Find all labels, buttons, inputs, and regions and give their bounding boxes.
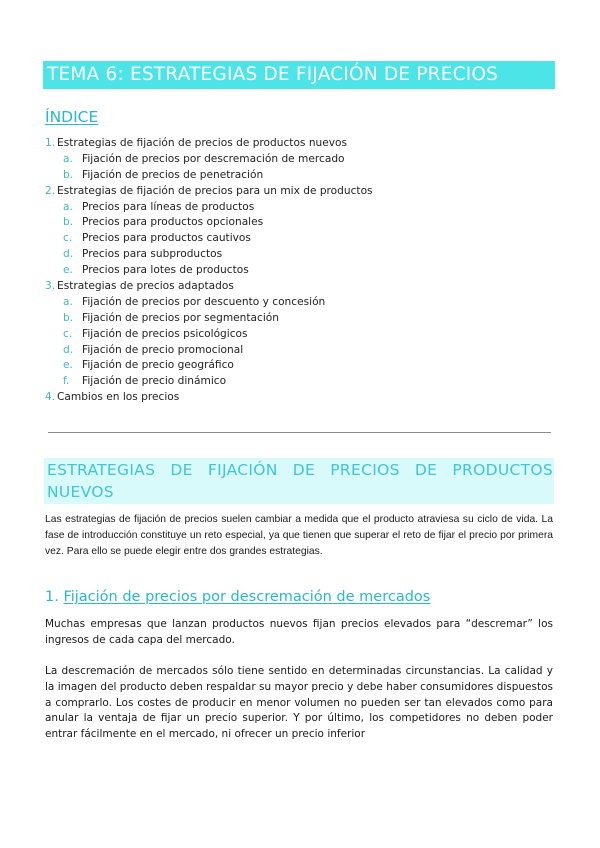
- toc-item-number: c.: [63, 327, 73, 340]
- toc-item-label: Precios para subproductos: [82, 248, 223, 261]
- toc-item-number: b.: [63, 168, 74, 181]
- toc-item-number: b.: [63, 311, 74, 324]
- toc-item-number: a.: [63, 295, 73, 308]
- toc-item-label: Fijación de precios de penetración: [82, 168, 264, 181]
- toc-item-label: Fijación de precios por descremación de mercado: [82, 152, 345, 165]
- index-heading: ÍNDICE: [45, 108, 99, 126]
- toc-item: [45, 247, 565, 263]
- toc-item: [45, 168, 565, 184]
- toc-item: [45, 200, 565, 216]
- divider: [48, 432, 551, 433]
- toc-item: [45, 263, 565, 279]
- toc-item-number: f.: [63, 375, 70, 388]
- subsection-paragraph: La descremación de mercados sólo tiene sentido en determinadas circunstancias. La calidad y la imagen del producto deben respaldar su mayor precio y debe haber consumidores dispuestos a comprarlo. Los costes de producir en menor volumen no pueden ser tan elevados como para anular la ventaja de fijar un precio superior. Y por último, los competidores no deben poder entrar fácilmente en el mercado, ni ofrecer un precio inferior: [45, 665, 553, 741]
- toc-item-label: Precios para productos cautivos: [82, 232, 251, 245]
- toc-item: [45, 343, 565, 359]
- toc-item-label: Fijación de precios por segmentación: [82, 311, 279, 324]
- toc-item: [45, 215, 565, 231]
- toc-item-label: Estrategias de fijación de precios para un mix de productos: [57, 184, 373, 197]
- toc-item-number: a.: [63, 152, 73, 165]
- toc-item-label: Cambios en los precios: [57, 391, 180, 404]
- toc-item: [45, 311, 565, 327]
- section-intro-paragraph: Las estrategias de fijación de precios suelen cambiar a medida que el producto atraviesa su ciclo de vida. La fase de introducción constituye un reto especial, ya que tienen que superar el reto de fijar el precio por primera vez. Para ello se puede elegir entre dos grandes estrategias.: [45, 514, 553, 557]
- toc-item: [45, 390, 565, 406]
- toc-item-label: Fijación de precio promocional: [82, 343, 244, 356]
- toc-item-number: c.: [63, 232, 73, 245]
- subsection-heading: [45, 589, 430, 605]
- page-title: TEMA 6: ESTRATEGIAS DE FIJACIÓN DE PRECIOS: [43, 61, 555, 89]
- toc-item-number: e.: [63, 359, 73, 372]
- toc-item-number: d.: [63, 248, 74, 261]
- subsection-title: Fijación de precios por descremación de mercados: [63, 589, 431, 605]
- toc-item: [45, 231, 565, 247]
- toc-item: [45, 374, 565, 390]
- toc-item-number: e.: [63, 264, 73, 277]
- toc-item-label: Fijación de precio geográfico: [82, 359, 234, 372]
- toc-item: [45, 152, 565, 168]
- toc-item-number: a.: [63, 200, 73, 213]
- toc-item: [45, 327, 565, 343]
- toc-item: [45, 136, 565, 152]
- subsection-number: 1.: [45, 589, 59, 605]
- toc-item: [45, 184, 565, 200]
- toc-item-label: Estrategias de fijación de precios de productos nuevos: [57, 137, 348, 149]
- toc-item-number: b.: [63, 216, 74, 229]
- toc-item-number: 2.: [45, 184, 56, 197]
- toc-item-number: d.: [63, 343, 74, 356]
- toc-item-number: 1.: [45, 137, 56, 149]
- toc-item-label: Fijación de precios por descuento y concesión: [82, 295, 326, 308]
- subsection-paragraph: Muchas empresas que lanzan productos nuevos fijan precios elevados para “descremar” los ingresos de cada capa del mercado.: [45, 618, 553, 646]
- section-title: ESTRATEGIAS DE FIJACIÓN DE PRECIOS DE PRODUCTOS NUEVOS: [47, 461, 553, 501]
- toc-item-label: Fijación de precios psicológicos: [82, 327, 248, 340]
- toc-item-number: 3.: [45, 280, 56, 293]
- table-of-contents: [45, 136, 565, 406]
- toc-item-number: 4.: [45, 391, 56, 404]
- toc-item: [45, 358, 565, 374]
- toc-item: [45, 295, 565, 311]
- toc-item-label: Fijación de precio dinámico: [82, 375, 227, 388]
- toc-item-label: Precios para líneas de productos: [82, 200, 255, 213]
- toc-item-label: Precios para lotes de productos: [82, 264, 249, 277]
- toc-item-label: Precios para productos opcionales: [82, 216, 264, 229]
- toc-item: [45, 279, 565, 295]
- toc-item-label: Estrategias de precios adaptados: [57, 280, 234, 293]
